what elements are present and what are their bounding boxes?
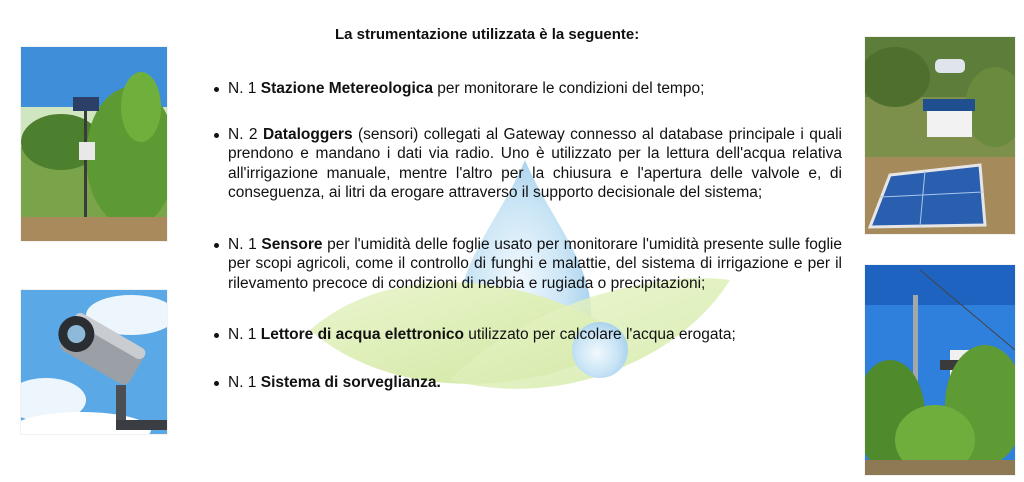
sensor-pole-field-photo bbox=[865, 265, 1015, 475]
item-count: N. 1 bbox=[228, 373, 261, 391]
list-item-dataloggers bbox=[212, 125, 842, 203]
item-description: per l'umidità delle foglie usato per monitorare l'umidità presente sulle foglie per scopi agricoli, come il controllo di funghi e malattie, del sistema di irrigazione e per il rilevamento precoce di condizioni di nebbia e rugiada o precipitazioni; bbox=[228, 235, 842, 292]
item-count: N. 2 bbox=[228, 125, 263, 143]
item-count: N. 1 bbox=[228, 80, 261, 97]
item-count: N. 1 bbox=[228, 326, 261, 343]
item-name: Sensore bbox=[261, 235, 323, 253]
item-name: Dataloggers bbox=[262, 125, 353, 143]
list-item-surveillance bbox=[212, 373, 842, 393]
surveillance-camera-photo bbox=[21, 290, 167, 434]
item-name: Sistema di sorveglianza. bbox=[260, 373, 441, 391]
item-name: Stazione Metereologica bbox=[260, 80, 433, 97]
page-title: La strumentazione utilizzata è la seguente: bbox=[335, 26, 640, 43]
equipment-list bbox=[212, 74, 842, 392]
weather-station-photo bbox=[21, 47, 167, 241]
list-item-water-reader bbox=[212, 325, 842, 345]
item-description: per monitorare le condizioni del tempo; bbox=[433, 80, 705, 97]
item-count: N. 1 bbox=[228, 235, 262, 253]
list-item-weather-station bbox=[212, 79, 842, 99]
item-name: Lettore di acqua elettronico bbox=[260, 326, 464, 343]
item-description: (sensori) collegati al Gateway connesso al database principale i quali prendono e mandano i dati via radio. Uno è utilizzato per la lettura dell'acqua relativa all'irrigazione manuale, mentre l'altro per la chiusura e l'apertura delle valvole e, di conseguenza, ai litri da erogare attraverso il supporto decisionale del sistema; bbox=[228, 125, 842, 201]
list-item-leaf-sensor bbox=[212, 235, 842, 294]
item-description: utilizzato per calcolare l'acqua erogata; bbox=[464, 326, 736, 343]
solar-panel-datalogger-photo bbox=[865, 37, 1015, 234]
